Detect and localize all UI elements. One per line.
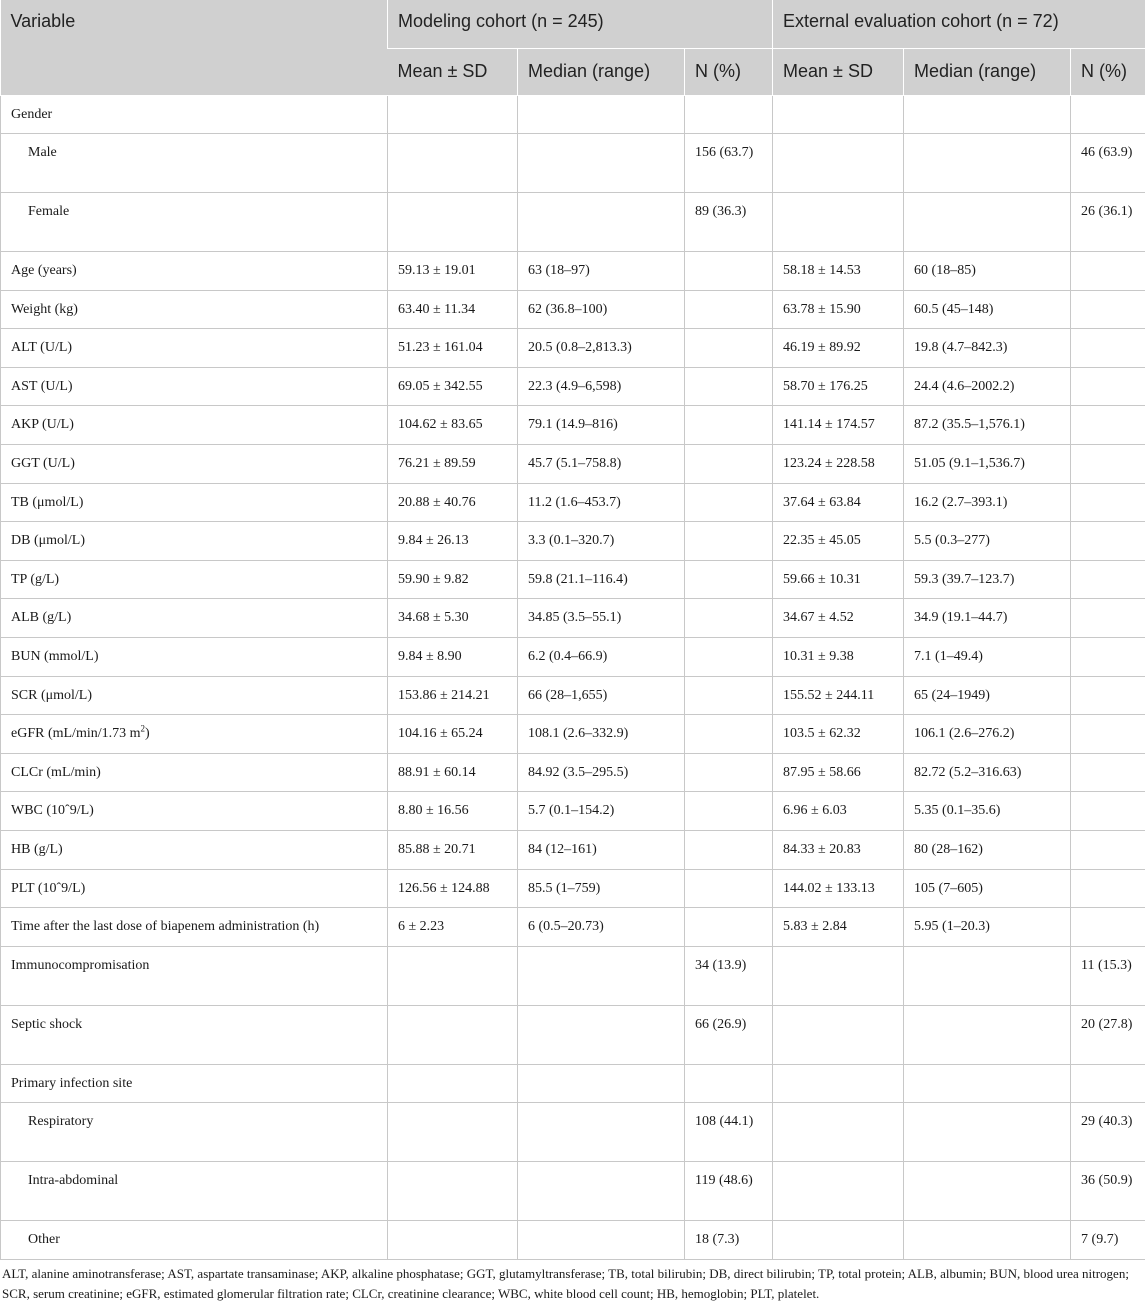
cell-external-mean-sd: 34.67 ± 4.52 (773, 599, 904, 638)
cell-modeling-median-range: 34.85 (3.5–55.1) (518, 599, 685, 638)
cell-modeling-mean-sd: 59.90 ± 9.82 (388, 560, 518, 599)
cell-modeling-n-percent (685, 560, 773, 599)
cell-modeling-n-percent (685, 1064, 773, 1103)
cell-modeling-median-range: 45.7 (5.1–758.8) (518, 445, 685, 484)
cell-external-mean-sd (773, 1064, 904, 1103)
cell-modeling-mean-sd (388, 946, 518, 1005)
cell-external-mean-sd (773, 193, 904, 252)
cell-modeling-median-range: 85.5 (1–759) (518, 869, 685, 908)
cell-modeling-median-range (518, 1221, 685, 1260)
table-row (1, 676, 1145, 715)
row-label: TP (g/L) (1, 560, 388, 599)
cell-modeling-median-range: 6 (0.5–20.73) (518, 908, 685, 947)
cell-external-mean-sd: 141.14 ± 174.57 (773, 406, 904, 445)
table-row (1, 638, 1145, 677)
cell-modeling-mean-sd (388, 134, 518, 193)
table-row (1, 445, 1145, 484)
cell-external-mean-sd: 6.96 ± 6.03 (773, 792, 904, 831)
cell-modeling-n-percent (685, 522, 773, 561)
cell-external-mean-sd (773, 1221, 904, 1260)
cell-external-n-percent: 7 (9.7) (1071, 1221, 1145, 1260)
cell-modeling-n-percent: 108 (44.1) (685, 1103, 773, 1162)
cell-external-median-range (904, 193, 1071, 252)
table-row (1, 522, 1145, 561)
cell-external-n-percent (1071, 329, 1145, 368)
cell-external-median-range: 106.1 (2.6–276.2) (904, 715, 1071, 754)
cell-modeling-median-range: 84 (12–161) (518, 831, 685, 870)
cell-external-mean-sd (773, 134, 904, 193)
cell-external-median-range: 60.5 (45–148) (904, 290, 1071, 329)
cell-external-n-percent (1071, 676, 1145, 715)
cell-modeling-median-range (518, 95, 685, 134)
cell-modeling-n-percent (685, 638, 773, 677)
cell-external-mean-sd (773, 1005, 904, 1064)
row-label-end: ) (145, 726, 150, 742)
cell-external-mean-sd: 22.35 ± 45.05 (773, 522, 904, 561)
cell-external-n-percent (1071, 560, 1145, 599)
row-label: Female (1, 193, 388, 252)
cell-modeling-median-range (518, 134, 685, 193)
cell-external-median-range: 5.95 (1–20.3) (904, 908, 1071, 947)
cell-external-median-range: 60 (18–85) (904, 252, 1071, 291)
cell-external-n-percent (1071, 715, 1145, 754)
cell-modeling-median-range: 66 (28–1,655) (518, 676, 685, 715)
cell-modeling-median-range (518, 1103, 685, 1162)
cell-external-n-percent (1071, 445, 1145, 484)
row-label-superscript: 2 (140, 723, 145, 734)
table-body (1, 95, 1145, 1259)
table-row (1, 367, 1145, 406)
cell-external-mean-sd: 63.78 ± 15.90 (773, 290, 904, 329)
row-label: WBC (10ˆ9/L) (1, 792, 388, 831)
header-external-cohort: External evaluation cohort (n = 72) (773, 0, 1145, 48)
cell-external-n-percent: 11 (15.3) (1071, 946, 1145, 1005)
cell-modeling-n-percent (685, 252, 773, 291)
cell-modeling-mean-sd (388, 1162, 518, 1221)
cell-external-n-percent (1071, 1064, 1145, 1103)
table-row (1, 252, 1145, 291)
row-label (1, 715, 388, 754)
cell-modeling-n-percent (685, 290, 773, 329)
row-label: Respiratory (1, 1103, 388, 1162)
cell-external-mean-sd: 5.83 ± 2.84 (773, 908, 904, 947)
cell-external-n-percent (1071, 367, 1145, 406)
header-modeling-median-range: Median (range) (518, 48, 685, 95)
row-label: Weight (kg) (1, 290, 388, 329)
cell-modeling-median-range: 3.3 (0.1–320.7) (518, 522, 685, 561)
cell-external-median-range: 51.05 (9.1–1,536.7) (904, 445, 1071, 484)
header-row-groups (1, 0, 1145, 48)
table-row (1, 329, 1145, 368)
cell-external-median-range (904, 95, 1071, 134)
cell-modeling-median-range: 20.5 (0.8–2,813.3) (518, 329, 685, 368)
row-label: Intra-abdominal (1, 1162, 388, 1221)
header-modeling-n-percent: N (%) (685, 48, 773, 95)
cell-modeling-n-percent (685, 406, 773, 445)
cell-modeling-mean-sd: 69.05 ± 342.55 (388, 367, 518, 406)
cell-external-n-percent: 26 (36.1) (1071, 193, 1145, 252)
cell-modeling-n-percent (685, 715, 773, 754)
cell-modeling-median-range: 63 (18–97) (518, 252, 685, 291)
cell-external-n-percent (1071, 753, 1145, 792)
cell-modeling-n-percent (685, 329, 773, 368)
cell-external-mean-sd: 103.5 ± 62.32 (773, 715, 904, 754)
table-row (1, 715, 1145, 754)
cell-modeling-mean-sd: 126.56 ± 124.88 (388, 869, 518, 908)
cell-external-median-range: 5.5 (0.3–277) (904, 522, 1071, 561)
cell-external-mean-sd (773, 1103, 904, 1162)
cell-modeling-median-range: 108.1 (2.6–332.9) (518, 715, 685, 754)
cell-modeling-median-range (518, 193, 685, 252)
cell-external-median-range: 5.35 (0.1–35.6) (904, 792, 1071, 831)
cell-modeling-n-percent (685, 908, 773, 947)
header-external-mean-sd: Mean ± SD (773, 48, 904, 95)
header-modeling-mean-sd: Mean ± SD (388, 48, 518, 95)
cell-modeling-mean-sd: 9.84 ± 8.90 (388, 638, 518, 677)
cell-modeling-median-range (518, 946, 685, 1005)
cell-external-median-range: 34.9 (19.1–44.7) (904, 599, 1071, 638)
table-row (1, 946, 1145, 1005)
table-row (1, 483, 1145, 522)
table-row (1, 1103, 1145, 1162)
cell-modeling-n-percent: 66 (26.9) (685, 1005, 773, 1064)
cell-external-mean-sd: 144.02 ± 133.13 (773, 869, 904, 908)
cell-external-median-range: 82.72 (5.2–316.63) (904, 753, 1071, 792)
cell-external-mean-sd: 10.31 ± 9.38 (773, 638, 904, 677)
table-row (1, 908, 1145, 947)
cell-modeling-n-percent (685, 753, 773, 792)
cell-modeling-median-range (518, 1005, 685, 1064)
cell-external-n-percent (1071, 290, 1145, 329)
cell-modeling-mean-sd (388, 1064, 518, 1103)
cell-modeling-mean-sd: 153.86 ± 214.21 (388, 676, 518, 715)
cell-external-n-percent (1071, 406, 1145, 445)
cell-external-n-percent (1071, 522, 1145, 561)
row-label: ALT (U/L) (1, 329, 388, 368)
cell-external-mean-sd: 58.18 ± 14.53 (773, 252, 904, 291)
cell-modeling-n-percent: 18 (7.3) (685, 1221, 773, 1260)
cell-external-n-percent (1071, 95, 1145, 134)
row-label: ALB (g/L) (1, 599, 388, 638)
header-external-median-range: Median (range) (904, 48, 1071, 95)
row-label: TB (μmol/L) (1, 483, 388, 522)
table-row (1, 1064, 1145, 1103)
cell-external-median-range (904, 1221, 1071, 1260)
cell-external-n-percent (1071, 869, 1145, 908)
cell-modeling-mean-sd: 9.84 ± 26.13 (388, 522, 518, 561)
table-header (1, 0, 1145, 95)
cell-external-median-range (904, 1064, 1071, 1103)
row-label: DB (μmol/L) (1, 522, 388, 561)
cell-modeling-n-percent: 156 (63.7) (685, 134, 773, 193)
cell-modeling-mean-sd: 63.40 ± 11.34 (388, 290, 518, 329)
cell-modeling-mean-sd: 59.13 ± 19.01 (388, 252, 518, 291)
cell-external-median-range: 7.1 (1–49.4) (904, 638, 1071, 677)
table-row (1, 831, 1145, 870)
header-variable: Variable (1, 0, 388, 95)
cell-modeling-mean-sd (388, 95, 518, 134)
row-label: SCR (μmol/L) (1, 676, 388, 715)
row-label: CLCr (mL/min) (1, 753, 388, 792)
cell-external-mean-sd: 87.95 ± 58.66 (773, 753, 904, 792)
cell-modeling-n-percent (685, 869, 773, 908)
header-modeling-cohort: Modeling cohort (n = 245) (388, 0, 773, 48)
cell-external-median-range (904, 1103, 1071, 1162)
row-label: Primary infection site (1, 1064, 388, 1103)
cell-modeling-mean-sd (388, 193, 518, 252)
cell-external-n-percent: 46 (63.9) (1071, 134, 1145, 193)
cell-external-median-range: 24.4 (4.6–2002.2) (904, 367, 1071, 406)
cell-modeling-n-percent: 89 (36.3) (685, 193, 773, 252)
cell-external-mean-sd (773, 1162, 904, 1221)
cell-external-median-range: 16.2 (2.7–393.1) (904, 483, 1071, 522)
cell-modeling-n-percent (685, 831, 773, 870)
cell-external-median-range (904, 1005, 1071, 1064)
table-row (1, 1162, 1145, 1221)
cell-external-n-percent (1071, 908, 1145, 947)
row-label: HB (g/L) (1, 831, 388, 870)
row-label: Time after the last dose of biapenem administration (h) (1, 908, 388, 947)
table-row (1, 1005, 1145, 1064)
cell-external-mean-sd (773, 946, 904, 1005)
cell-modeling-mean-sd: 76.21 ± 89.59 (388, 445, 518, 484)
table-row (1, 792, 1145, 831)
cell-modeling-median-range: 6.2 (0.4–66.9) (518, 638, 685, 677)
table-row (1, 1221, 1145, 1260)
cell-external-median-range: 65 (24–1949) (904, 676, 1071, 715)
cell-modeling-median-range: 5.7 (0.1–154.2) (518, 792, 685, 831)
cell-modeling-mean-sd: 51.23 ± 161.04 (388, 329, 518, 368)
cell-external-median-range: 80 (28–162) (904, 831, 1071, 870)
table-row (1, 753, 1145, 792)
row-label: Other (1, 1221, 388, 1260)
cell-modeling-n-percent (685, 367, 773, 406)
cell-modeling-median-range: 62 (36.8–100) (518, 290, 685, 329)
cell-modeling-n-percent: 119 (48.6) (685, 1162, 773, 1221)
cell-modeling-median-range: 84.92 (3.5–295.5) (518, 753, 685, 792)
row-label: AKP (U/L) (1, 406, 388, 445)
cell-modeling-median-range: 79.1 (14.9–816) (518, 406, 685, 445)
cell-modeling-n-percent (685, 599, 773, 638)
cell-modeling-mean-sd: 88.91 ± 60.14 (388, 753, 518, 792)
cell-external-mean-sd: 59.66 ± 10.31 (773, 560, 904, 599)
cell-external-mean-sd (773, 95, 904, 134)
cell-modeling-mean-sd: 85.88 ± 20.71 (388, 831, 518, 870)
row-label: AST (U/L) (1, 367, 388, 406)
cell-modeling-n-percent (685, 792, 773, 831)
cell-external-mean-sd: 155.52 ± 244.11 (773, 676, 904, 715)
cell-modeling-mean-sd (388, 1005, 518, 1064)
header-external-n-percent: N (%) (1071, 48, 1145, 95)
cell-external-n-percent: 36 (50.9) (1071, 1162, 1145, 1221)
cell-modeling-median-range (518, 1162, 685, 1221)
table-row (1, 406, 1145, 445)
cell-external-n-percent: 20 (27.8) (1071, 1005, 1145, 1064)
cell-external-median-range: 105 (7–605) (904, 869, 1071, 908)
cell-external-n-percent (1071, 599, 1145, 638)
cell-external-median-range: 19.8 (4.7–842.3) (904, 329, 1071, 368)
cell-modeling-n-percent (685, 445, 773, 484)
cell-modeling-mean-sd: 8.80 ± 16.56 (388, 792, 518, 831)
cell-external-mean-sd: 46.19 ± 89.92 (773, 329, 904, 368)
cell-external-n-percent (1071, 831, 1145, 870)
row-label-text: eGFR (mL/min/1.73 m (11, 726, 141, 742)
cell-external-median-range (904, 1162, 1071, 1221)
row-label: Immunocompromisation (1, 946, 388, 1005)
row-label: Septic shock (1, 1005, 388, 1064)
table-row (1, 869, 1145, 908)
cell-modeling-median-range (518, 1064, 685, 1103)
cell-external-n-percent: 29 (40.3) (1071, 1103, 1145, 1162)
cell-external-median-range (904, 946, 1071, 1005)
row-label: PLT (10ˆ9/L) (1, 869, 388, 908)
cell-modeling-mean-sd: 104.16 ± 65.24 (388, 715, 518, 754)
cell-modeling-mean-sd: 34.68 ± 5.30 (388, 599, 518, 638)
cell-modeling-median-range: 59.8 (21.1–116.4) (518, 560, 685, 599)
table-row (1, 95, 1145, 134)
cell-modeling-n-percent (685, 95, 773, 134)
cell-modeling-n-percent (685, 483, 773, 522)
cell-external-n-percent (1071, 792, 1145, 831)
cell-external-n-percent (1071, 483, 1145, 522)
table-row (1, 560, 1145, 599)
cell-external-n-percent (1071, 252, 1145, 291)
row-label: Male (1, 134, 388, 193)
table-row (1, 599, 1145, 638)
cell-modeling-n-percent (685, 676, 773, 715)
cell-external-median-range (904, 134, 1071, 193)
cell-modeling-mean-sd (388, 1221, 518, 1260)
cell-modeling-mean-sd: 20.88 ± 40.76 (388, 483, 518, 522)
table-footnote: ALT, alanine aminotransferase; AST, aspartate transaminase; AKP, alkaline phosphatase; GGT, glutamyltransferase; TB, total bilirubin; DB, direct bilirubin; TP, total protein; ALB, albumin; BUN, blood urea nitrogen; SCR, serum creatinine; eGFR, estimated glomerular filtration rate; CLCr, creatinine clearance; WBC, white blood cell count; HB, hemoglobin; PLT, platelet. (2, 1266, 1129, 1301)
table-row (1, 193, 1145, 252)
table-row (1, 134, 1145, 193)
row-label: Age (years) (1, 252, 388, 291)
cell-external-median-range: 59.3 (39.7–123.7) (904, 560, 1071, 599)
cell-modeling-mean-sd: 6 ± 2.23 (388, 908, 518, 947)
cell-external-mean-sd: 37.64 ± 63.84 (773, 483, 904, 522)
cell-modeling-median-range: 22.3 (4.9–6,598) (518, 367, 685, 406)
cell-external-mean-sd: 58.70 ± 176.25 (773, 367, 904, 406)
cell-external-mean-sd: 84.33 ± 20.83 (773, 831, 904, 870)
row-label: Gender (1, 95, 388, 134)
cell-modeling-mean-sd: 104.62 ± 83.65 (388, 406, 518, 445)
cell-external-mean-sd: 123.24 ± 228.58 (773, 445, 904, 484)
cell-modeling-mean-sd (388, 1103, 518, 1162)
cell-modeling-median-range: 11.2 (1.6–453.7) (518, 483, 685, 522)
row-label: BUN (mmol/L) (1, 638, 388, 677)
cell-modeling-n-percent: 34 (13.9) (685, 946, 773, 1005)
table-row (1, 290, 1145, 329)
cell-external-median-range: 87.2 (35.5–1,576.1) (904, 406, 1071, 445)
cell-external-n-percent (1071, 638, 1145, 677)
row-label: GGT (U/L) (1, 445, 388, 484)
